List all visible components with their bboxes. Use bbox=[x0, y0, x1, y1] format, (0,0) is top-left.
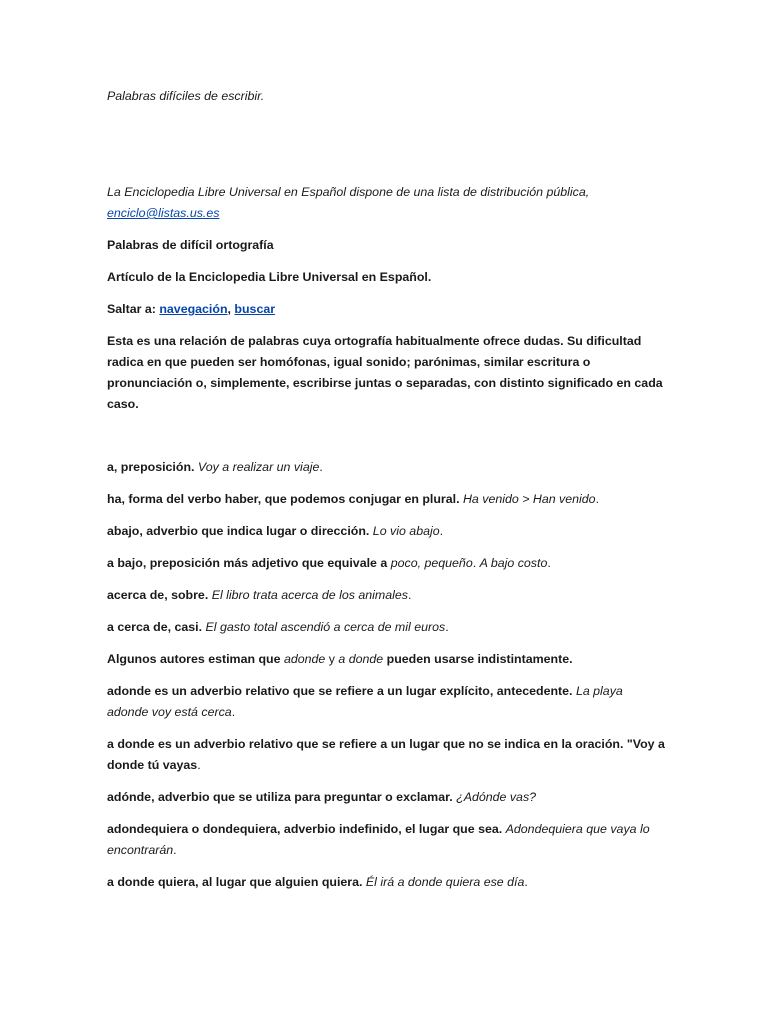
entry-a-donde-quiera bbox=[107, 872, 667, 893]
entry-end: . bbox=[197, 758, 201, 772]
entry-example: El libro trata acerca de los animales bbox=[211, 588, 408, 602]
entry-example: Voy a realizar un viaje bbox=[197, 460, 320, 474]
entry-end: . bbox=[407, 588, 412, 602]
intro-text: La Enciclopedia Libre Universal en Español dispone de una lista de distribución pública, bbox=[107, 185, 590, 199]
entry-a-donde bbox=[107, 734, 667, 776]
entry-a-cerca-de bbox=[107, 617, 667, 638]
jump-links bbox=[107, 299, 667, 320]
jump-separator: , bbox=[227, 302, 235, 316]
document-page bbox=[107, 86, 667, 904]
entry-definition: , adverbio indefinido, el lugar que sea. bbox=[277, 822, 506, 836]
entry-term: acerca de bbox=[107, 588, 165, 602]
entry-abajo bbox=[107, 521, 667, 542]
entry-example: ¿Adónde vas? bbox=[456, 790, 537, 804]
entry-term: a cerca de bbox=[107, 620, 168, 634]
intro-paragraph bbox=[107, 182, 667, 224]
entry-term: a donde quiera bbox=[107, 875, 196, 889]
entry-term: a bajo bbox=[107, 556, 143, 570]
entry-definition: , adverbio que se utiliza para preguntar o exclamar. bbox=[151, 790, 457, 804]
entry-a-bajo bbox=[107, 553, 667, 574]
entry-example: La playa adonde voy está cerca bbox=[107, 684, 623, 719]
entry-definition: , preposición más adjetivo que equivale a bbox=[142, 556, 391, 570]
note-text: Algunos autores estiman que bbox=[107, 652, 284, 666]
document-heading-text: Palabras difíciles de escribir. bbox=[107, 89, 265, 103]
entry-definition-italic: poco, pequeño bbox=[390, 556, 473, 570]
entry-list bbox=[107, 457, 667, 893]
entry-example: Él irá a donde quiera ese día bbox=[365, 875, 525, 889]
entry-adonde-accent bbox=[107, 787, 667, 808]
entry-definition: , preposición. bbox=[113, 460, 198, 474]
entry-a bbox=[107, 457, 667, 478]
entry-end: . bbox=[524, 875, 528, 889]
entry-example: Adondequiera que vaya lo encontrarán bbox=[107, 822, 650, 857]
article-title: Palabras de difícil ortografía bbox=[107, 238, 274, 252]
entry-term: adondequiera o dondequiera bbox=[107, 822, 278, 836]
description-paragraph: Esta es una relación de palabras cuya ortografía habitualmente ofrece dudas. Su dificultad radica en que pueden ser homófonas, igual sonido; parónimas, similar escritura o pronunciación o, simplemente, escribirse juntas o separadas, con distinto significado en cada caso. bbox=[107, 334, 663, 411]
entry-term: ha bbox=[107, 492, 122, 506]
entry-definition: , al lugar que alguien quiera. bbox=[195, 875, 366, 889]
entry-term: a bbox=[107, 460, 114, 474]
document-heading bbox=[107, 86, 667, 107]
entry-definition-tail: . bbox=[472, 556, 480, 570]
navigation-link[interactable]: navegación bbox=[159, 302, 228, 316]
entry-definition: , forma del verbo haber, que podemos conjugar en plural. bbox=[121, 492, 463, 506]
entry-term: abajo bbox=[107, 524, 140, 538]
entry-end: . bbox=[445, 620, 449, 634]
entry-definition: , sobre. bbox=[164, 588, 212, 602]
entry-end: . bbox=[439, 524, 444, 538]
entry-definition: es un adverbio relativo que se refiere a un lugar explícito, antecedente. bbox=[151, 684, 576, 698]
entry-acerca-de bbox=[107, 585, 667, 606]
entry-example: El gasto total ascendió a cerca de mil euros bbox=[205, 620, 446, 634]
jump-prefix: Saltar a: bbox=[107, 302, 160, 316]
entry-definition: , casi. bbox=[167, 620, 206, 634]
usage-note bbox=[107, 649, 667, 670]
entry-definition: es un adverbio relativo que se refiere a un lugar que no se indica en la oración. "Voy a donde tú vayas bbox=[107, 737, 665, 772]
entry-term: a donde bbox=[107, 737, 155, 751]
search-link[interactable]: buscar bbox=[234, 302, 276, 316]
entry-end: . bbox=[173, 843, 177, 857]
email-link[interactable]: enciclo@listas.us.es bbox=[107, 206, 220, 220]
note-term-a-donde: a donde bbox=[338, 652, 384, 666]
entry-term: adonde bbox=[107, 684, 152, 698]
entry-example: A bajo costo bbox=[479, 556, 548, 570]
entry-end: . bbox=[547, 556, 551, 570]
entry-end: . bbox=[319, 460, 323, 474]
entry-term: adónde bbox=[107, 790, 152, 804]
entry-end: . bbox=[595, 492, 600, 506]
entry-ha bbox=[107, 489, 667, 510]
entry-example: Lo vio abajo bbox=[372, 524, 440, 538]
note-text-end: pueden usarse indistintamente. bbox=[383, 652, 573, 666]
entry-end: . bbox=[231, 705, 236, 719]
entry-definition: , adverbio que indica lugar o dirección. bbox=[139, 524, 373, 538]
entry-example: Ha venido > Han venido bbox=[462, 492, 596, 506]
entry-adondequiera bbox=[107, 819, 667, 861]
article-source: Artículo de la Enciclopedia Libre Universal en Español. bbox=[107, 270, 432, 284]
note-conjunction: y bbox=[325, 652, 339, 666]
entry-adonde bbox=[107, 681, 667, 723]
note-term-adonde: adonde bbox=[283, 652, 326, 666]
